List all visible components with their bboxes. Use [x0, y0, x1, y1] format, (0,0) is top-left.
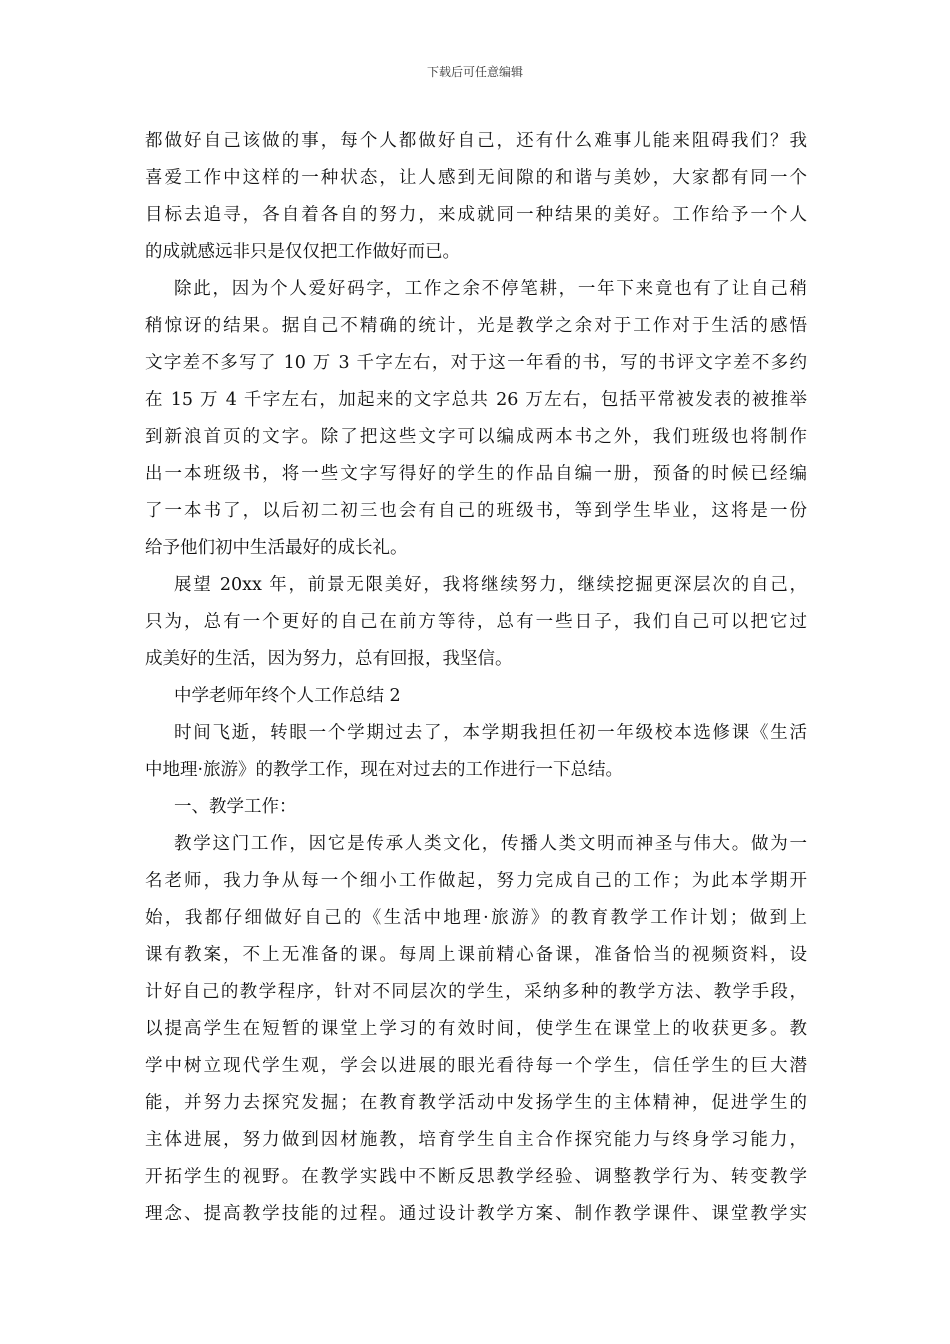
- text-line: 中地理·旅游》的教学工作，现在对过去的工作进行一下总结。: [145, 760, 624, 780]
- text-line: 能，并努力去探究发掘；在教育教学活动中发扬学生的主体精神，促进学生的: [145, 1093, 807, 1113]
- text-line: 稍惊讶的结果。据自己不精确的统计，光是教学之余对于工作对于生活的感悟: [145, 316, 807, 336]
- text-line: 教学这门工作，因它是传承人类文化，传播人类文明而神圣与伟大。做为一: [174, 834, 807, 854]
- text-line: 学中树立现代学生观，学会以进展的眼光看待每一个学生，信任学生的巨大潜: [145, 1056, 807, 1076]
- text-line: 给予他们初中生活最好的成长礼。: [145, 538, 408, 558]
- text-line: 开拓学生的视野。在教学实践中不断反思教学经验、调整教学行为、转变教学: [145, 1167, 807, 1187]
- text-line: 的成就感远非只是仅仅把工作做好而已。: [145, 242, 460, 262]
- text-line: 了一本书了，以后初二初三也会有自己的班级书，等到学生毕业，这将是一份: [145, 501, 807, 521]
- text-line: 展望 20xx 年，前景无限美好，我将继续努力，继续挖掘更深层次的自己，: [174, 575, 807, 595]
- text-line: 在 15 万 4 千字左右，加起来的文字总共 26 万左右，包括平常被发表的被推举: [145, 390, 807, 410]
- text-line: 一、教学工作：: [174, 797, 297, 817]
- text-line: 计好自己的教学程序，针对不同层次的学生，采纳多种的教学方法、教学手段，: [145, 982, 807, 1002]
- text-line: 中学老师年终个人工作总结 2: [174, 686, 401, 706]
- text-line: 以提高学生在短暂的课堂上学习的有效时间，使学生在课堂上的收获更多。教: [145, 1019, 807, 1039]
- text-line: 目标去追寻，各自着各自的努力，来成就同一种结果的美好。工作给予一个人: [145, 205, 807, 225]
- text-line: 文字差不多写了 10 万 3 千字左右，对于这一年看的书，写的书评文字差不多约: [145, 353, 807, 373]
- text-line: 始，我都仔细做好自己的《生活中地理·旅游》的教育教学工作计划；做到上: [145, 908, 807, 928]
- page-header: 下载后可任意编辑: [426, 65, 523, 79]
- text-line: 到新浪首页的文字。除了把这些文字可以编成两本书之外，我们班级也将制作: [145, 427, 807, 447]
- text-line: 除此，因为个人爱好码字，工作之余不停笔耕，一年下来竟也有了让自己稍: [174, 279, 807, 299]
- text-line: 课有教案，不上无准备的课。每周上课前精心备课，准备恰当的视频资料，设: [145, 945, 807, 965]
- text-line: 只为，总有一个更好的自己在前方等待，总有一些日子，我们自己可以把它过: [145, 612, 807, 632]
- text-line: 都做好自己该做的事，每个人都做好自己，还有什么难事儿能来阻碍我们？我: [145, 131, 807, 151]
- text-line: 喜爱工作中这样的一种状态，让人感到无间隙的和谐与美妙，大家都有同一个: [145, 168, 807, 188]
- text-line: 主体进展，努力做到因材施教，培育学生自主合作探究能力与终身学习能力，: [145, 1130, 807, 1150]
- text-line: 理念、提高教学技能的过程。通过设计教学方案、制作教学课件、课堂教学实: [145, 1204, 807, 1224]
- text-line: 成美好的生活，因为努力，总有回报，我坚信。: [145, 649, 513, 669]
- text-line: 名老师，我力争从每一个细小工作做起，努力完成自己的工作；为此本学期开: [145, 871, 807, 891]
- document-body: [145, 123, 807, 1233]
- text-line: 出一本班级书，将一些文字写得好的学生的作品自编一册，预备的时候已经编: [145, 464, 807, 484]
- text-line: 时间飞逝，转眼一个学期过去了，本学期我担任初一年级校本选修课《生活: [174, 723, 807, 743]
